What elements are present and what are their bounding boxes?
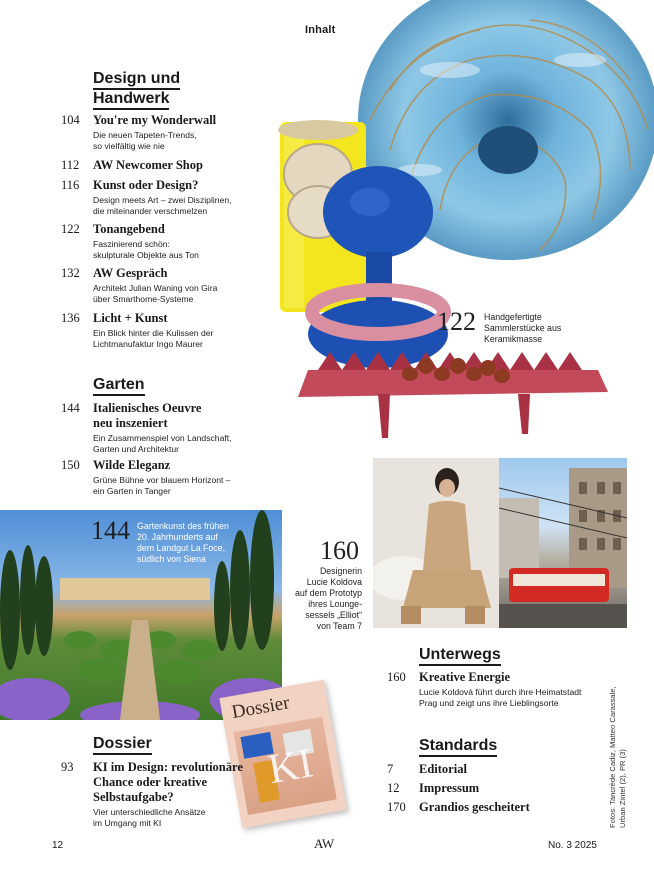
toc-entry[interactable]: 136 Licht + Kunst Ein Blick hinter die Kulissen der Lichtmanufaktur Ingo Maurer xyxy=(61,311,214,349)
toc-entry[interactable]: 122 Tonangebend Faszinierend schön: skulpturale Objekte aus Ton xyxy=(61,222,199,260)
designer-photo xyxy=(373,458,499,628)
callout-144-caption: Gartenkunst des frühen 20. Jahrhunderts auf dem Landgut La Foce, südlich von Siena xyxy=(137,521,229,564)
toc-entry[interactable]: 132 AW Gespräch Architekt Julian Waning von Gira über Smarthome-Systeme xyxy=(61,266,218,304)
magazine-big-letters: KI xyxy=(264,740,317,794)
issue-number: No. 3 2025 xyxy=(548,840,597,851)
toc-entry[interactable]: 112 AW Newcomer Shop xyxy=(61,158,203,172)
toc-entry[interactable]: 170 Grandios gescheitert xyxy=(387,800,530,814)
photo-credits: Fotos: Tancrède Cadiz, Matteo Carassale, Urban Zintel (2), PR (3) xyxy=(608,686,627,828)
callout-160-caption: Designerin Lucie Koldova auf dem Prototyp ihres Lounge- sessels „Elliot“ von Team 7 xyxy=(295,566,362,631)
page-number: 12 xyxy=(52,840,64,851)
magazine-logo: AW xyxy=(314,836,334,851)
prague-tram-photo xyxy=(499,458,627,628)
toc-entry[interactable]: 144 Italienisches Oeuvre neu inszeniert Ein Zusammenspiel von Landschaft, Garten und Architektur xyxy=(61,401,232,454)
section-label: Inhalt xyxy=(305,24,336,36)
section-title-standards: Standards xyxy=(419,736,497,756)
toc-entry[interactable]: 7 Editorial xyxy=(387,762,467,776)
ceramic-objects-photo xyxy=(278,112,618,442)
section-title-garten: Garten xyxy=(93,375,145,395)
section-title-design: Design und Handwerk xyxy=(93,69,180,109)
section-title-dossier: Dossier xyxy=(93,734,152,754)
toc-entry[interactable]: 104 You're my Wonderwall Die neuen Tapeten-Trends, so vielfältig wie nie xyxy=(61,113,217,151)
magazine-title: Dossier xyxy=(230,692,292,724)
toc-entry[interactable]: 116 Kunst oder Design? Design meets Art – zwei Disziplinen, die miteinander verschmelzen xyxy=(61,178,232,216)
toc-entry[interactable]: 12 Impressum xyxy=(387,781,480,795)
toc-entry[interactable]: 150 Wilde Eleganz Grüne Bühne vor blauem Horizont – ein Garten in Tanger xyxy=(61,458,231,496)
callout-122-number: 122 xyxy=(437,307,476,336)
callout-122-caption: Handgefertigte Sammlerstücke aus Keramikmasse xyxy=(484,312,562,344)
toc-entry[interactable]: 93 KI im Design: revolutionäre Chance oder kreative Selbstaufgabe? Vier unterschiedliche Ansätze im Umgang mit KI xyxy=(61,760,243,828)
toc-entry[interactable]: 160 Kreative Energie Lucie Koldová führt durch ihre Heimatstadt Prag und zeigt uns ihre Lieblingsorte xyxy=(387,670,582,708)
callout-144-number: 144 xyxy=(91,516,130,545)
section-title-unterwegs: Unterwegs xyxy=(419,645,501,665)
callout-160-number: 160 xyxy=(320,536,359,565)
